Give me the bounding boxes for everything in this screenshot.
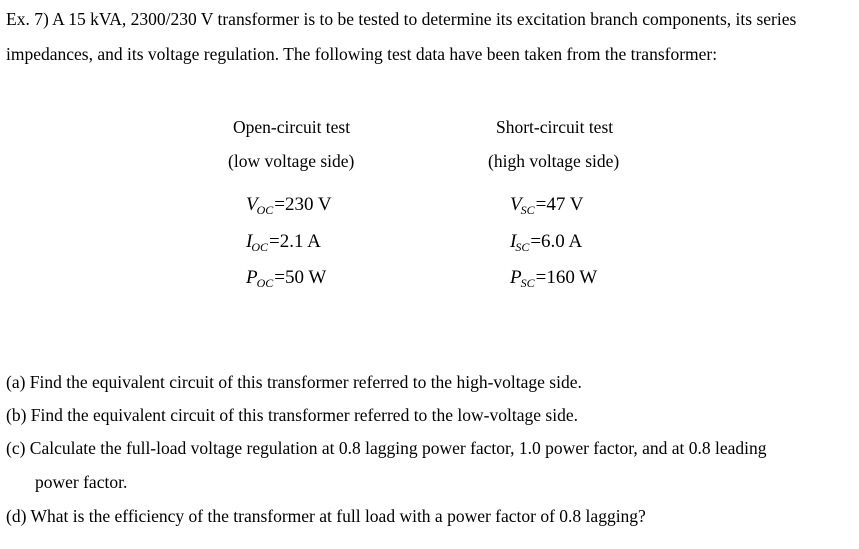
intro-line-1: Ex. 7) A 15 kVA, 2300/230 V transformer is to be tested to determine its excitation branch components, its series — [6, 9, 797, 29]
open-circuit-side: (low voltage side) — [228, 151, 355, 171]
isc-symbol: I — [510, 231, 517, 252]
question-b: (b) Find the equivalent circuit of this transformer referred to the low-voltage side. — [6, 405, 578, 425]
voc-value: =230 V — [274, 194, 332, 215]
ioc-subscript: OC — [251, 240, 268, 254]
ioc-value: =2.1 A — [269, 231, 321, 252]
isc-subscript: SC — [515, 240, 530, 254]
psc-subscript: SC — [520, 276, 535, 290]
ioc-symbol: I — [246, 231, 253, 252]
voc-symbol: V — [246, 194, 258, 215]
vsc-symbol: V — [510, 194, 522, 215]
poc-symbol: P — [246, 267, 258, 288]
voc-equation — [246, 194, 332, 218]
poc-value: =50 W — [274, 267, 327, 288]
isc-value: =6.0 A — [530, 231, 583, 252]
intro-line-2: impedances, and its voltage regulation. The following test data have been taken from the transformer: — [6, 44, 718, 64]
open-circuit-title: Open-circuit test — [233, 117, 351, 137]
question-a: (a) Find the equivalent circuit of this transformer referred to the high-voltage side. — [6, 372, 582, 392]
voc-subscript: OC — [256, 203, 274, 217]
question-c-continuation: power factor. — [35, 472, 128, 492]
vsc-equation — [510, 194, 583, 218]
short-circuit-side: (high voltage side) — [488, 151, 620, 171]
vsc-subscript: SC — [520, 203, 535, 217]
short-circuit-title: Short-circuit test — [496, 117, 614, 137]
psc-symbol: P — [510, 267, 522, 288]
isc-equation — [510, 231, 582, 255]
poc-subscript: OC — [256, 276, 274, 290]
vsc-value: =47 V — [535, 194, 584, 215]
poc-equation — [246, 267, 326, 291]
psc-equation — [510, 267, 597, 291]
psc-value: =160 W — [535, 267, 598, 288]
question-c: (c) Calculate the full-load voltage regulation at 0.8 lagging power factor, 1.0 power factor, and at 0.8 leading — [6, 438, 767, 458]
question-d: (d) What is the efficiency of the transformer at full load with a power factor of 0.8 lagging? — [6, 506, 646, 526]
ioc-equation — [246, 231, 321, 255]
